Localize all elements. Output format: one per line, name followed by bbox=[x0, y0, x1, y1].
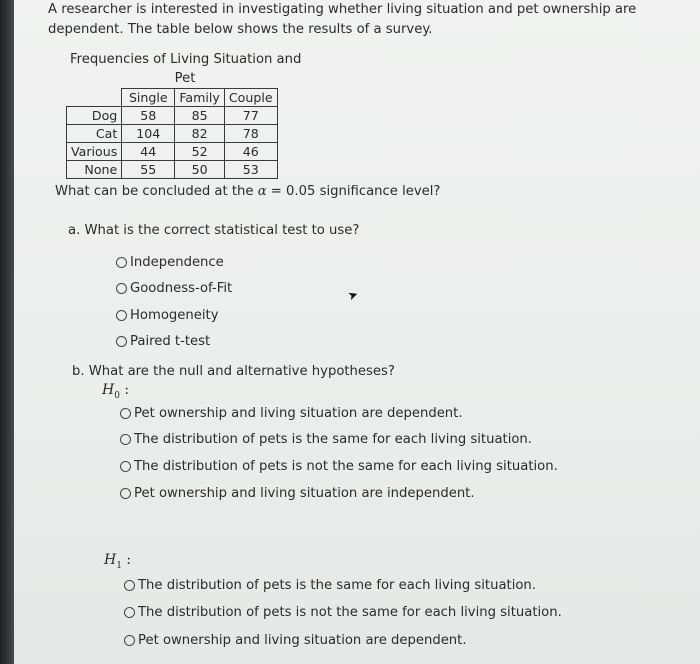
table-row bbox=[67, 107, 278, 125]
table-cell: 104 bbox=[122, 125, 175, 143]
table-caption bbox=[70, 50, 330, 88]
h0-option-not-same-distribution[interactable] bbox=[120, 459, 558, 474]
option-label: The distribution of pets is not the same for each living situation. bbox=[134, 459, 558, 474]
option-label: Homogeneity bbox=[130, 308, 219, 323]
h1-option-same-distribution[interactable] bbox=[124, 578, 536, 593]
h1-option-dependent[interactable] bbox=[124, 633, 467, 648]
table-caption-pet: Pet bbox=[174, 71, 196, 86]
question-prefix: What can be concluded at the bbox=[55, 184, 254, 199]
radio-icon[interactable] bbox=[124, 607, 135, 618]
radio-icon[interactable] bbox=[120, 488, 131, 499]
part-b-prompt: b. What are the null and alternative hypotheses? bbox=[72, 364, 395, 379]
radio-icon[interactable] bbox=[116, 283, 127, 294]
table-cell: 77 bbox=[224, 107, 277, 125]
radio-icon[interactable] bbox=[120, 434, 131, 445]
table-cell: 82 bbox=[175, 125, 225, 143]
radio-icon[interactable] bbox=[116, 257, 127, 268]
option-label: The distribution of pets is the same for each living situation. bbox=[134, 432, 532, 447]
h0-option-dependent[interactable] bbox=[120, 406, 463, 421]
option-label: Goodness-of-Fit bbox=[130, 281, 233, 296]
table-cell: 44 bbox=[122, 143, 175, 161]
radio-icon[interactable] bbox=[124, 635, 135, 646]
h0-subscript: 0 bbox=[114, 390, 120, 401]
h1-subscript: 1 bbox=[116, 560, 122, 571]
column-header-couple: Couple bbox=[224, 89, 277, 107]
table-cell: 55 bbox=[122, 161, 175, 179]
alpha-symbol: α bbox=[257, 184, 267, 199]
option-paired-t-test[interactable] bbox=[116, 334, 210, 349]
option-label: Paired t-test bbox=[130, 334, 211, 349]
row-header-dog: Dog bbox=[67, 107, 122, 125]
part-a-prompt: a. What is the correct statistical test to use? bbox=[68, 223, 360, 238]
table-header-row bbox=[67, 89, 278, 107]
table-row bbox=[67, 125, 278, 143]
option-label: Independence bbox=[130, 255, 224, 270]
option-label: The distribution of pets is the same for each living situation. bbox=[138, 578, 536, 593]
table-cell: 78 bbox=[224, 125, 277, 143]
radio-icon[interactable] bbox=[124, 580, 135, 591]
table-cell: 50 bbox=[175, 161, 225, 179]
table-corner bbox=[67, 89, 122, 107]
option-label: Pet ownership and living situation are dependent. bbox=[134, 406, 463, 421]
table-cell: 52 bbox=[175, 143, 225, 161]
problem-intro: A researcher is interested in investigating whether living situation and pet ownership are dependent. The table below shows the results of a survey. bbox=[48, 2, 637, 37]
option-label: Pet ownership and living situation are dependent. bbox=[138, 633, 467, 648]
column-header-single: Single bbox=[122, 89, 175, 107]
radio-icon[interactable] bbox=[120, 408, 131, 419]
question-suffix: = 0.05 significance level? bbox=[270, 184, 441, 199]
h1-letter: H bbox=[104, 552, 117, 568]
table-row bbox=[67, 161, 278, 179]
significance-question bbox=[55, 184, 440, 199]
row-header-none: None bbox=[67, 161, 122, 179]
h0-option-same-distribution[interactable] bbox=[120, 432, 532, 447]
radio-icon[interactable] bbox=[116, 310, 127, 321]
h0-option-independent[interactable] bbox=[120, 486, 475, 501]
h1-label: $H_1$ : bbox=[104, 552, 132, 571]
option-label: The distribution of pets is not the same for each living situation. bbox=[138, 605, 562, 620]
screen-bezel bbox=[0, 0, 14, 664]
table-cell: 53 bbox=[224, 161, 277, 179]
table-row bbox=[67, 143, 278, 161]
table-cell: 58 bbox=[122, 107, 175, 125]
table-cell: 85 bbox=[175, 107, 225, 125]
table-caption-title: Frequencies of Living Situation and bbox=[70, 52, 302, 67]
column-header-family: Family bbox=[175, 89, 225, 107]
row-header-cat: Cat bbox=[67, 125, 122, 143]
mouse-cursor-icon: ➤ bbox=[345, 286, 361, 304]
radio-icon[interactable] bbox=[116, 336, 127, 347]
radio-icon[interactable] bbox=[120, 461, 131, 472]
option-homogeneity[interactable] bbox=[116, 308, 219, 323]
h0-label: $H_0$ : bbox=[102, 382, 130, 401]
table-cell: 46 bbox=[224, 143, 277, 161]
option-independence[interactable] bbox=[116, 255, 224, 270]
option-goodness-of-fit[interactable] bbox=[116, 281, 232, 296]
row-header-various: Various bbox=[67, 143, 122, 161]
h0-letter: H bbox=[102, 382, 115, 398]
option-label: Pet ownership and living situation are independent. bbox=[134, 486, 475, 501]
h1-option-not-same-distribution[interactable] bbox=[124, 605, 562, 620]
frequency-table bbox=[66, 88, 278, 179]
